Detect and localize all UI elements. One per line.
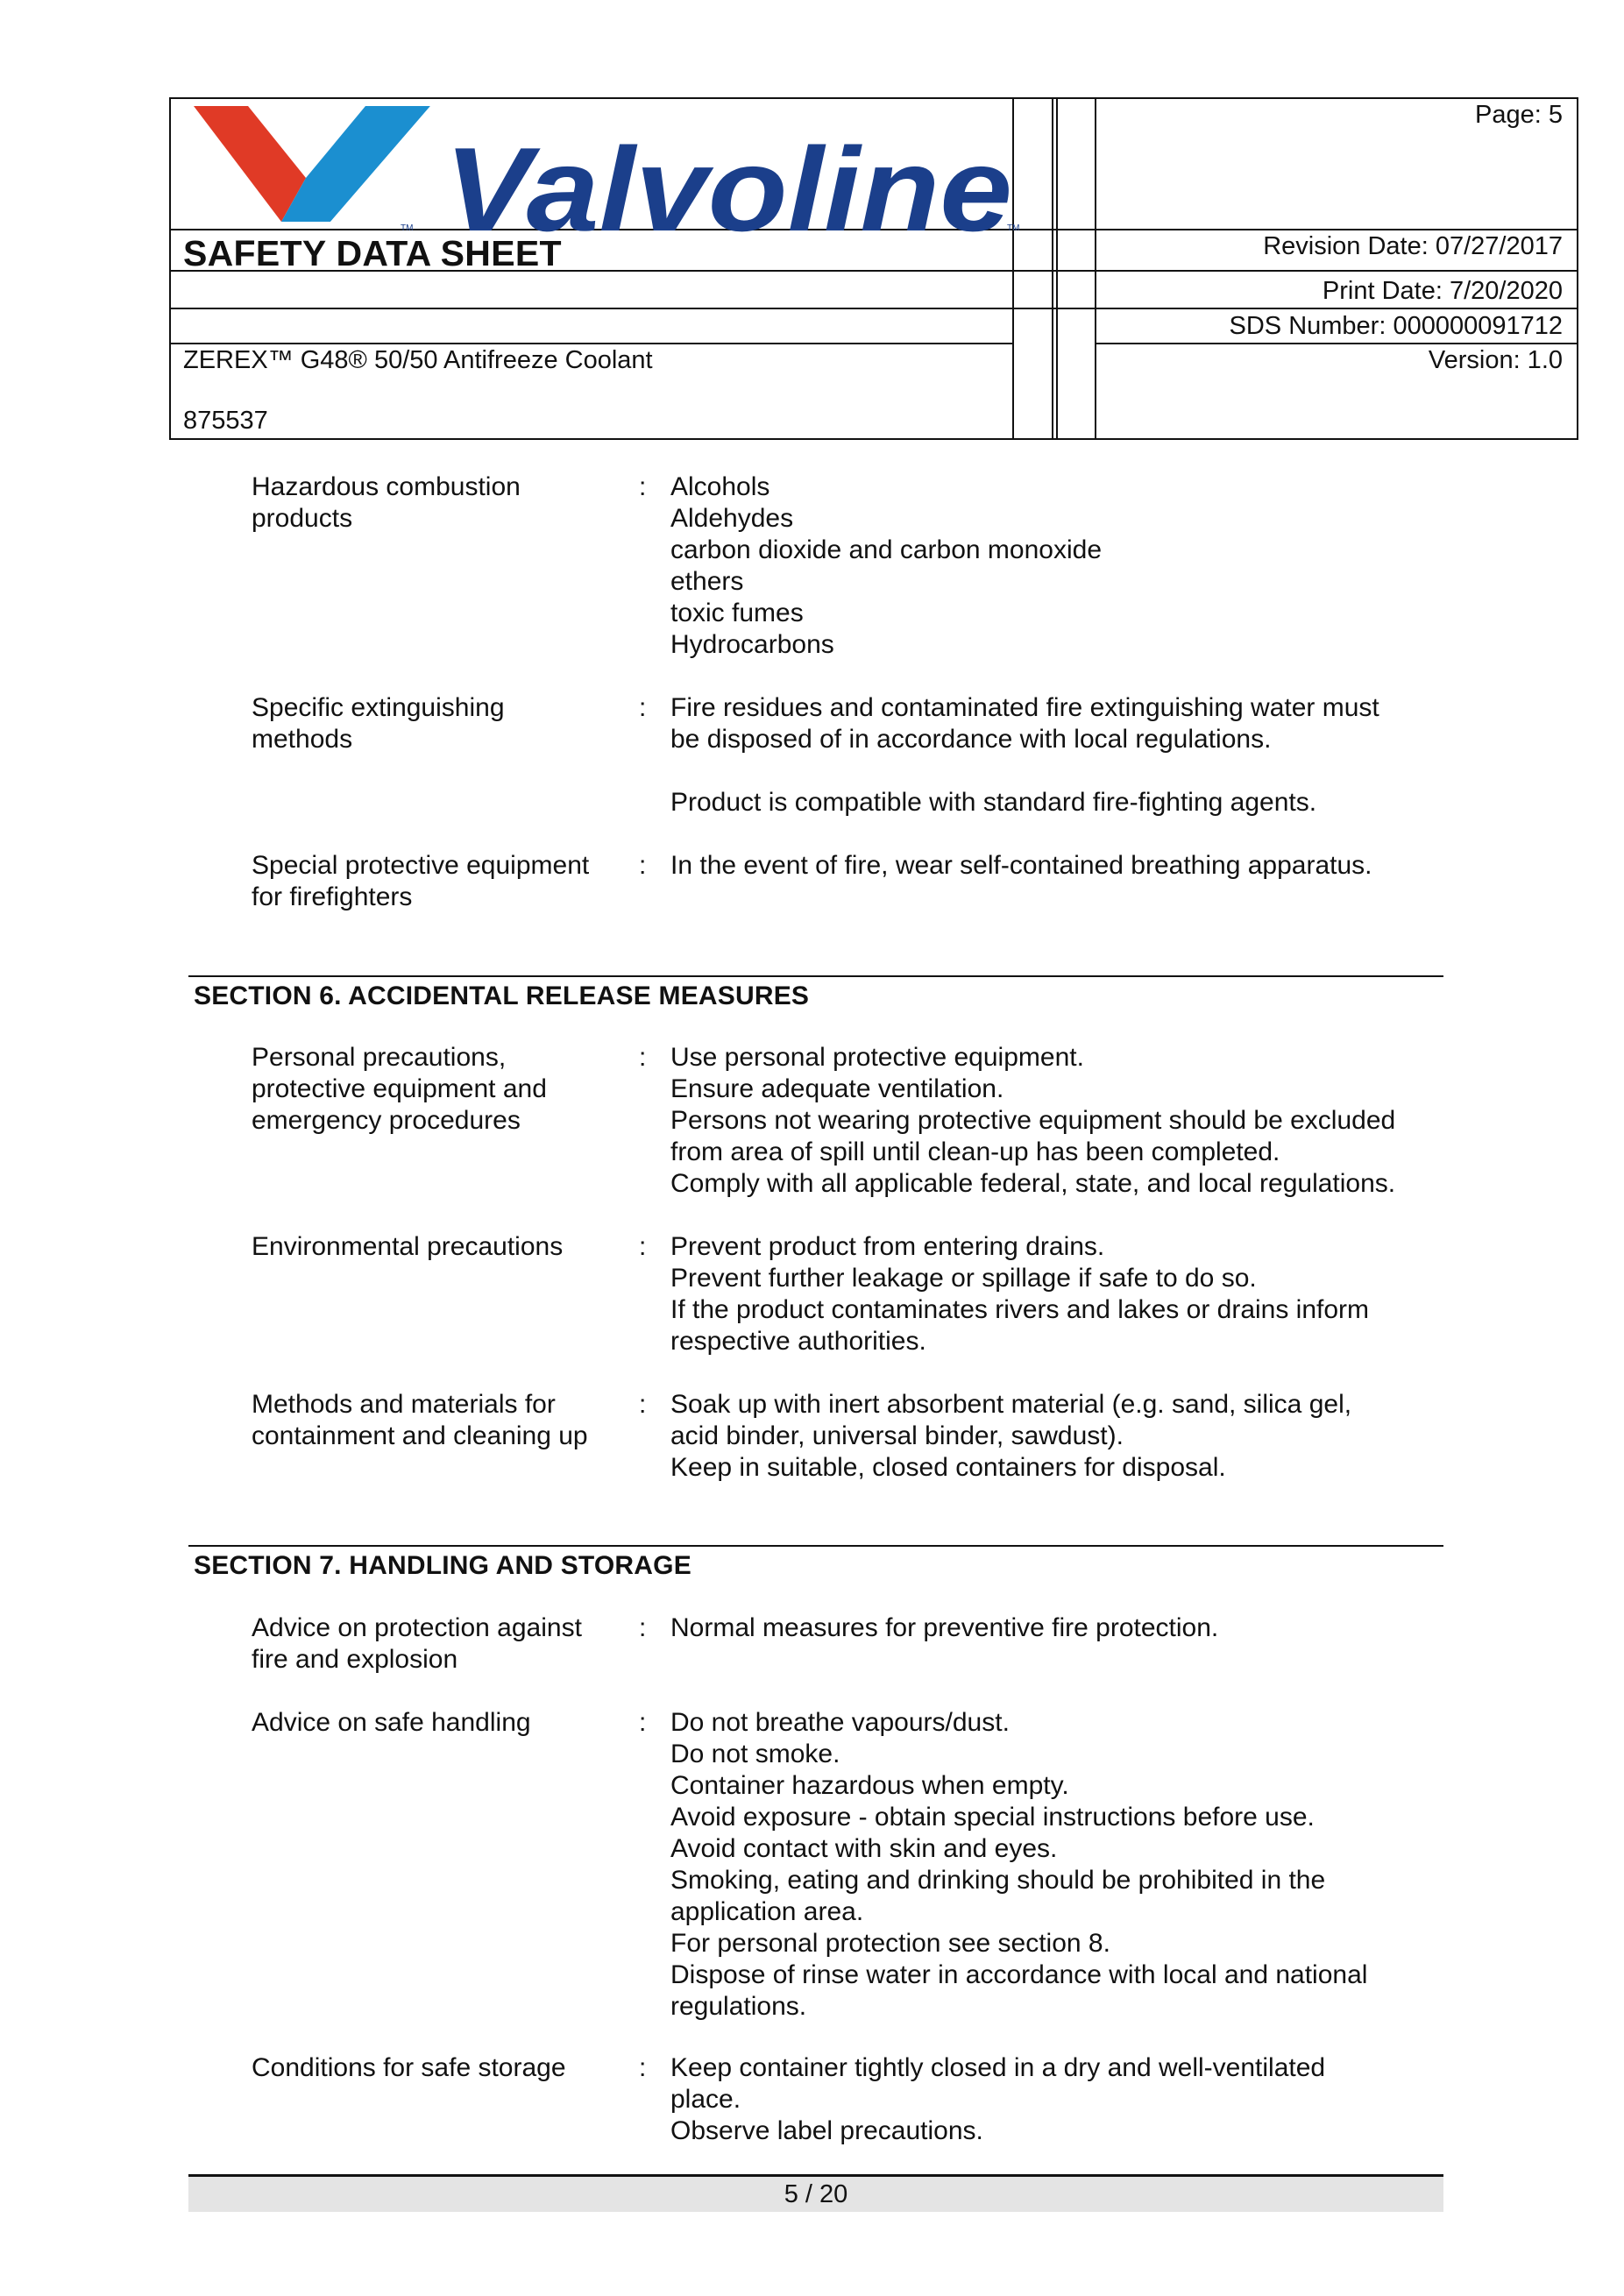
sds-number: SDS Number: 000000091712 [1229,312,1563,340]
document-title: SAFETY DATA SHEET [183,233,562,273]
logo-wordmark: Valvoline [444,123,1012,256]
field-value: Keep container tightly closed in a dry and well-ventilated place. Observe label precautions. [670,2053,1326,2145]
field-label: Personal precautions, protective equipment and emergency procedures [252,1043,547,1135]
field-label: Environmental precautions [252,1232,564,1261]
header-rule [169,308,1578,309]
product-name: ZEREX™ G48® 50/50 Antifreeze Coolant [183,346,653,374]
field-colon: : [639,1390,647,1419]
print-date: Print Date: 7/20/2020 [1322,277,1563,305]
product-code: 875537 [183,407,268,435]
svg-text:TM: TM [401,223,414,233]
revision-date: Revision Date: 07/27/2017 [1263,232,1563,260]
field-label: Special protective equipment for firefighters [252,851,590,911]
field-label: Conditions for safe storage [252,2053,566,2082]
svg-text:TM: TM [1007,223,1020,233]
field-value: Normal measures for preventive fire protection. [670,1613,1219,1642]
field-colon: : [639,1708,647,1737]
logo-red-stripe [194,106,306,222]
section-7-title: SECTION 7. HANDLING AND STORAGE [194,1551,691,1580]
version: Version: 1.0 [1428,346,1563,374]
field-colon: : [639,1043,647,1072]
field-value: Use personal protective equipment. Ensure adequate ventilation. Persons not wearing protective equipment should be excluded from area of spill until clean-up has been completed. Comply with all applicable federal, state, and local regulations. [670,1043,1396,1198]
section-6-title: SECTION 6. ACCIDENTAL RELEASE MEASURES [194,981,810,1010]
field-value: In the event of fire, wear self-contained breathing apparatus. [670,851,1372,880]
field-value: Do not breathe vapours/dust. Do not smoke. Container hazardous when empty. Avoid exposure - obtain special instructions before use. Avoid contact with skin and eyes. Smoking, eating and drinking should be prohibited in the application area. For personal protection see section 8. Dispose of rinse water in accordance with local and national regulations. [670,1708,1368,2021]
page-number: Page: 5 [1475,101,1563,129]
field-label: Hazardous combustion products [252,472,521,533]
page-indicator: 5 / 20 [188,2177,1443,2212]
field-value: Alcohols Aldehydes carbon dioxide and carbon monoxide ethers toxic fumes Hydrocarbons [670,472,1102,659]
field-colon: : [639,1232,647,1261]
field-value: Fire residues and contaminated fire extinguishing water must be disposed of in accordance with local regulations. Product is compatible with standard fire-fighting agents. [670,693,1379,817]
header-divider [1052,97,1053,440]
field-colon: : [639,693,647,722]
field-colon: : [639,851,647,880]
field-value: Prevent product from entering drains. Prevent further leakage or spillage if safe to do so. If the product contaminates rivers and lakes or drains inform respective authorities. [670,1232,1370,1356]
header-divider [1095,97,1096,440]
field-colon: : [639,2053,647,2082]
field-value: Soak up with inert absorbent material (e.g. sand, silica gel, acid binder, universal binder, sawdust). Keep in suitable, closed containers for disposal. [670,1390,1352,1482]
header-rule [1095,343,1578,344]
field-colon: : [639,472,647,501]
field-label: Methods and materials for containment and cleaning up [252,1390,588,1450]
field-label: Advice on safe handling [252,1708,531,1737]
field-colon: : [639,1613,647,1642]
field-label: Advice on protection against fire and explosion [252,1613,582,1674]
header-divider [1056,97,1058,440]
section-divider [188,975,1443,977]
header-rule [169,343,1012,344]
field-label: Specific extinguishing methods [252,693,505,754]
section-divider [188,1545,1443,1547]
document-header [169,97,1578,440]
